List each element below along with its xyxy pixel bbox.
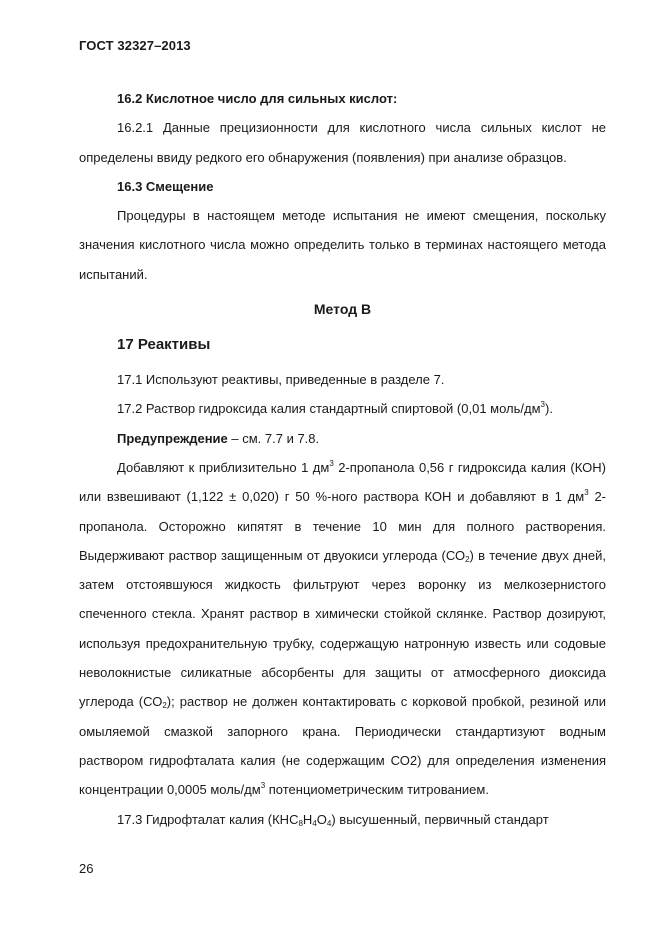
paragraph-17-2 [79,394,606,423]
p3-text-4: ) в течение двух дней, затем отстоявшуюся жидкость фильтруют через воронку из мелкозернистого спеченного стекла. Хранят раствор в химически стойкой склянке. Раствор дозируют, используя предохранительную трубку, содержащую натронную известь или содовые неволокнистые силикатные абсорбенты для защиты от атмосферного диоксида углерода (СО [79,547,606,710]
paragraph-16-3: Процедуры в настоящем методе испытания не имеют смещения, поскольку значения кислотного числа можно определить только в терминах настоящего метода испытаний. [79,208,606,282]
p3-text-2: 2-пропанола 0,56 г гидроксида калия (КОН) или взвешивают (1,122 ± 0,020) г 50 %-ного раствора КОН и добавляют в 1 дм [79,459,606,505]
warning-text: – см. 7.7 и 7.8. [227,430,320,446]
paragraph-16-2-1: 16.2.1 Данные прецизионности для кислотного числа сильных кислот не определены ввиду редкого его обнаружения (появления) при анализе образцов. [79,120,606,165]
paragraph-17-3 [79,805,606,834]
p3-sub-1: 2 [465,554,470,564]
page-number: 26 [79,861,94,876]
warning-label: Предупреждение [117,430,228,446]
paragraph-17-1: 17.1 Используют реактивы, приведенные в разделе 7. [117,372,445,388]
heading-16-2: 16.2 Кислотное число для сильных кислот: [117,91,398,106]
method-title: Метод В [313,301,372,318]
p4-text-2: Н [302,811,313,827]
heading-17: 17 Реактивы [117,336,211,354]
p3-text-6: потенциометрическим титрованием. [265,782,489,798]
heading-16-3: 16.3 Смещение [117,178,214,194]
p17-2-text-b: ). [545,401,553,417]
p17-2-text-a: 17.2 Раствор гидроксида калия стандартный спиртовой (0,01 моль/дм [117,401,541,417]
p4-sub-3: 4 [326,818,332,828]
p17-2-sup: 3 [540,400,545,410]
p3-sup-1: 3 [329,458,334,468]
p4-text-1: 17.3 Гидрофталат калия (КНС [117,811,299,827]
p4-text-4: ) высушенный, первичный стандарт [331,811,549,827]
p3-sup-3: 3 [260,781,266,791]
p3-sub-2: 2 [162,701,167,711]
p3-text-1: Добавляют к приблизительно 1 дм [117,459,330,475]
document-header: ГОСТ 32327–2013 [79,38,191,53]
paragraph-17-2-body [79,453,606,805]
p4-sub-1: 8 [298,818,303,828]
p3-text-5: ); раствор не должен контактировать с корковой пробкой, резиной или омыляемой смазкой запорного крана. Периодически стандартизуют водным раствором гидрофталата калия (не содержащим СО2) для определения изменения концентрации 0,0005 моль/дм [79,694,606,798]
p4-sub-2: 4 [312,818,317,828]
p4-text-3: О [316,811,327,827]
p3-text-3: 2-пропанола. Осторожно кипятят в течение 10 мин для полного растворения. Выдерживают раствор защищенным от двуокиси углерода (СО [79,489,606,563]
p3-sup-2: 3 [584,488,589,498]
document-body [79,84,606,834]
warning-line [79,424,606,453]
